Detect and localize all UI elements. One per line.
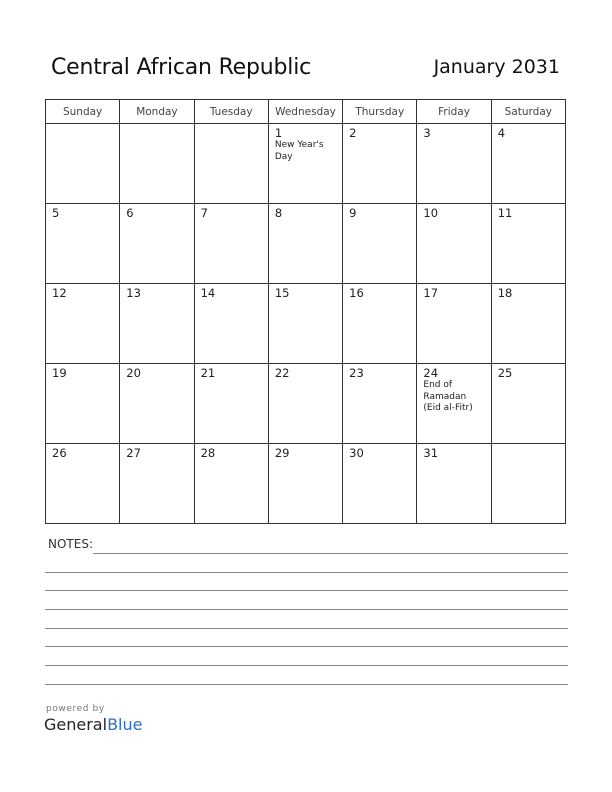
calendar-day-cell (120, 284, 194, 364)
notes-line (45, 590, 568, 591)
calendar-day-cell (46, 444, 120, 524)
weekday-header-tuesday: Tuesday (194, 100, 268, 124)
calendar-day-cell (120, 444, 194, 524)
day-number: 7 (200, 206, 208, 220)
day-number: 1 (274, 126, 283, 140)
day-number: 30 (349, 446, 364, 460)
calendar-day-cell (120, 204, 194, 284)
day-number: 29 (274, 446, 290, 460)
calendar-day-cell (417, 284, 491, 364)
day-number: 8 (274, 206, 283, 220)
day-number: 11 (497, 206, 513, 220)
day-number: 17 (423, 286, 439, 300)
calendar-day-cell (491, 364, 565, 444)
day-number: 25 (497, 366, 513, 380)
calendar-week-row (46, 444, 566, 524)
calendar-day-cell (343, 204, 417, 284)
calendar-day-cell (46, 204, 120, 284)
calendar-day-cell (417, 124, 491, 204)
calendar-day-cell (343, 364, 417, 444)
brand-general: General (44, 715, 108, 734)
day-number: 18 (497, 286, 513, 300)
calendar-day-cell (343, 124, 417, 204)
powered-by-text: powered by (46, 704, 105, 714)
day-number: 9 (349, 206, 357, 220)
calendar-day-cell (491, 204, 565, 284)
notes-label: NOTES: (48, 537, 93, 551)
calendar-day-cell (194, 364, 268, 444)
day-number: 24 (423, 366, 439, 380)
calendar-day-cell (46, 364, 120, 444)
day-number: 10 (423, 206, 439, 220)
calendar-week-row (46, 284, 566, 364)
day-number: 19 (52, 366, 67, 380)
calendar-day-cell (194, 204, 268, 284)
day-number: 13 (126, 286, 141, 300)
calendar-day-cell (417, 444, 491, 524)
calendar-week-row (46, 204, 566, 284)
weekday-header-monday: Monday (120, 100, 194, 124)
day-number: 20 (126, 366, 141, 380)
holiday-label: New Year's Day (274, 140, 324, 162)
day-number: 27 (126, 446, 141, 460)
calendar-day-cell (120, 364, 194, 444)
calendar-grid (45, 99, 566, 524)
day-number: 31 (423, 446, 439, 460)
day-number: 23 (349, 366, 364, 380)
day-number: 2 (349, 126, 357, 140)
calendar-day-cell (417, 364, 491, 444)
calendar-day-cell (194, 124, 268, 204)
calendar-day-cell (120, 124, 194, 204)
weekday-header-thursday: Thursday (343, 100, 417, 124)
calendar-day-cell (491, 124, 565, 204)
calendar-day-cell (194, 284, 268, 364)
calendar-country-title: Central African Republic (51, 55, 312, 80)
weekday-header-wednesday: Wednesday (268, 100, 342, 124)
day-number: 15 (274, 286, 290, 300)
weekday-header-friday: Friday (417, 100, 491, 124)
day-number: 6 (126, 206, 134, 220)
calendar-week-row (46, 364, 566, 444)
notes-line (45, 665, 568, 666)
notes-line (45, 646, 568, 647)
day-number: 14 (200, 286, 216, 300)
calendar-day-cell (343, 444, 417, 524)
day-number: 28 (200, 446, 216, 460)
generalblue-logo (44, 704, 142, 734)
weekday-header-row (46, 100, 566, 124)
calendar-day-cell (491, 444, 565, 524)
day-number: 21 (200, 366, 216, 380)
day-number: 12 (52, 286, 67, 300)
brand-blue: Blue (107, 715, 143, 734)
weekday-header-sunday: Sunday (46, 100, 120, 124)
weekday-header-saturday: Saturday (491, 100, 565, 124)
notes-line (45, 628, 568, 629)
day-number: 5 (52, 206, 60, 220)
calendar-day-cell (343, 284, 417, 364)
calendar-day-cell (268, 124, 342, 204)
day-number: 22 (274, 366, 290, 380)
calendar-day-cell (268, 364, 342, 444)
calendar-day-cell (194, 444, 268, 524)
calendar-day-cell (46, 284, 120, 364)
calendar-day-cell (268, 204, 342, 284)
calendar-day-cell (417, 204, 491, 284)
calendar-day-cell (46, 124, 120, 204)
calendar-month-title: January 2031 (433, 56, 560, 78)
holiday-label: End of Ramadan (Eid al-Fitr) (423, 380, 473, 413)
notes-line (45, 609, 568, 610)
notes-line (93, 553, 568, 554)
day-number: 4 (497, 126, 506, 140)
brand-wordmark (44, 715, 142, 734)
calendar-week-row (46, 124, 566, 204)
day-number: 3 (423, 126, 431, 140)
day-number: 16 (349, 286, 364, 300)
calendar-day-cell (268, 284, 342, 364)
notes-line (45, 572, 568, 573)
notes-line (45, 684, 568, 685)
calendar-day-cell (268, 444, 342, 524)
calendar-day-cell (491, 284, 565, 364)
day-number: 26 (52, 446, 67, 460)
